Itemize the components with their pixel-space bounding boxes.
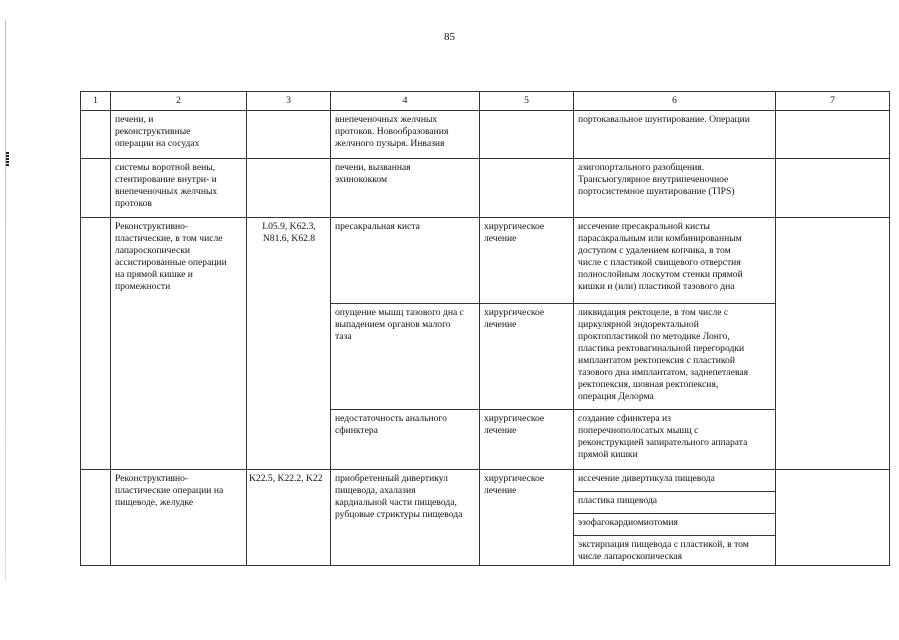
cell-group-name: Реконструктивно- пластические операции на пищеводе, желудке — [111, 470, 247, 566]
cell-codes — [247, 159, 331, 218]
cell-method: экстирпация пищевода с пластикой, в том числе лапароскопическая — [574, 536, 776, 566]
cell-diagnosis: недостаточность анального сфинктера — [331, 410, 480, 470]
cell-group-name: Реконструктивно- пластические, в том числе лапароскопически ассистированные операции на прямой кишке и промежности — [111, 218, 247, 470]
scan-artifact — [6, 152, 9, 166]
cell-method: азигопортального разобщения. Трансьюгулярное внутрипеченочное портосистемное шунтирование (TIPS) — [574, 159, 776, 218]
cell-number — [81, 218, 111, 470]
cell-diagnosis: пресакральная киста — [331, 218, 480, 304]
table-row — [81, 159, 890, 218]
cell-treatment-type — [480, 111, 574, 159]
table-row — [81, 111, 890, 159]
cell-treatment-type: хирургическое лечение — [480, 410, 574, 470]
cell-diagnosis: внепеченочных желчных протоков. Новообразования желчного пузыря. Инвазия — [331, 111, 480, 159]
cell-method: иссечение дивертикула пищевода — [574, 470, 776, 492]
cell-number — [81, 470, 111, 566]
cell-codes — [247, 111, 331, 159]
cell-method: создание сфинктера из поперечнополосатых мышц с реконструкцией запирательного аппарата прямой кишки — [574, 410, 776, 470]
cell-diagnosis: печени, вызванная эхинококком — [331, 159, 480, 218]
cell-number — [81, 111, 111, 159]
column-header-2: 2 — [111, 92, 247, 111]
column-header-3: 3 — [247, 92, 331, 111]
cell-treatment-type — [480, 159, 574, 218]
page-number: 85 — [444, 31, 455, 43]
cell-group-name: печени, и реконструктивные операции на сосудах — [111, 111, 247, 159]
table-row — [81, 218, 890, 304]
cell-number — [81, 159, 111, 218]
cell-method: пластика пищевода — [574, 492, 776, 514]
cell-norm — [776, 159, 890, 218]
column-header-1: 1 — [81, 92, 111, 111]
cell-diagnosis: опущение мышц тазового дна с выпадением органов малого таза — [331, 304, 480, 410]
cell-group-name: системы воротной вены, стентирование внутри- и внепеченочных желчных протоков — [111, 159, 247, 218]
cell-diagnosis: приобретенный дивертикул пищевода, ахалазия кардиальной части пищевода, рубцовые стриктуры пищевода — [331, 470, 480, 566]
cell-norm — [776, 470, 890, 566]
cell-treatment-type: хирургическое лечение — [480, 304, 574, 410]
cell-codes: K22.5, K22.2, K22 — [247, 470, 331, 566]
cell-codes: L05.9, K62.3, N81.6, K62.8 — [247, 218, 331, 470]
cell-method: иссечение пресакральной кисты парасакральным или комбинированным доступом с удалением копчика, в том числе с пластикой свищевого отверстия полнослойным лоскутом стенки прямой кишки и (или) пластикой тазового дна — [574, 218, 776, 304]
column-header-5: 5 — [480, 92, 574, 111]
cell-norm — [776, 218, 890, 470]
column-header-7: 7 — [776, 92, 890, 111]
cell-treatment-type: хирургическое лечение — [480, 470, 574, 566]
cell-method: ликвидация ректоцеле, в том числе с циркулярной эндоректальной проктопластикой по методике Лонго, пластика ректовагинальной перегородки имплантатом ректопексия с пластикой тазового дна имплантатом, заднепетлевая ректопексия, шовная ректопексия, операция Делорма — [574, 304, 776, 410]
scan-edge-line — [5, 20, 6, 580]
column-header-6: 6 — [574, 92, 776, 111]
cell-treatment-type: хирургическое лечение — [480, 218, 574, 304]
column-header-4: 4 — [331, 92, 480, 111]
cell-method: портокавальное шунтирование. Операции — [574, 111, 776, 159]
table-header-row — [81, 92, 890, 111]
cell-method: эзофагокардиомиотомия — [574, 514, 776, 536]
procedures-table — [80, 91, 890, 566]
cell-norm — [776, 111, 890, 159]
table-row — [81, 470, 890, 492]
